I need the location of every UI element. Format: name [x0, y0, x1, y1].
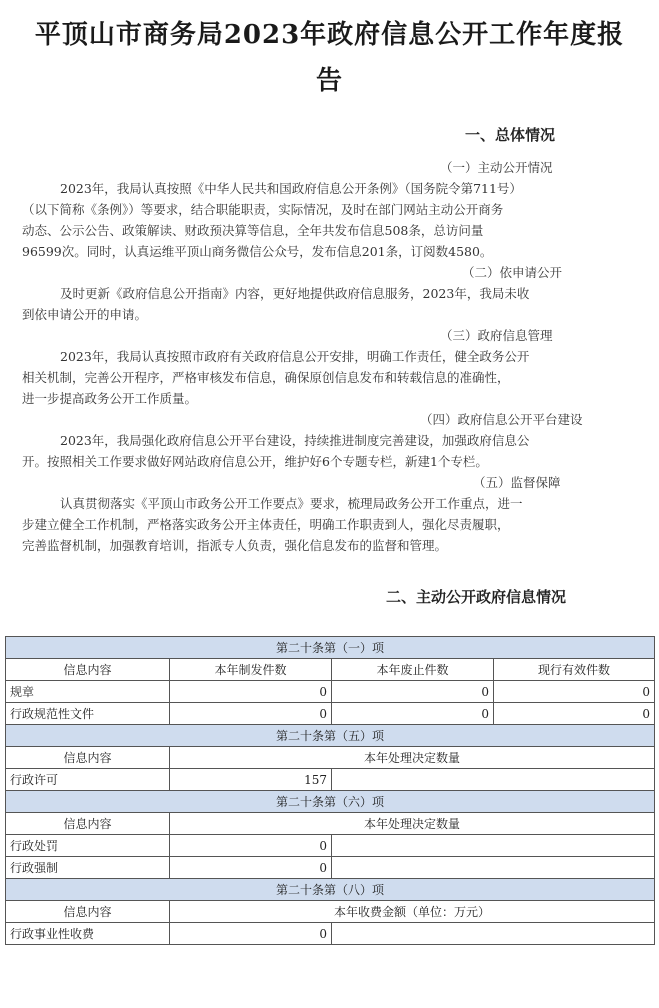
table-row	[6, 857, 655, 879]
column-header: 信息内容	[6, 901, 170, 923]
column-header: 现行有效件数	[494, 659, 655, 681]
table-row	[6, 835, 655, 857]
table-section-header: 第二十条第（八）项	[6, 879, 655, 901]
paragraph-line: 到依申请公开的申请。	[22, 307, 148, 322]
report-title-line1: 平顶山市商务局2023年政府信息公开工作年度报	[34, 20, 625, 50]
cell-value: 0	[170, 681, 332, 703]
paragraph-line: 96599次。同时，认真运维平顶山商务微信公众号，发布信息201条，订阅数4580。	[22, 244, 493, 259]
column-header: 本年制发件数	[170, 659, 332, 681]
row-label: 行政强制	[6, 857, 170, 879]
table-row	[6, 923, 655, 945]
cell-value: 157	[170, 769, 332, 791]
empty-cell	[332, 923, 655, 945]
subheading-platform-building: （四）政府信息公开平台建设	[420, 412, 583, 427]
cell-value: 0	[170, 703, 332, 725]
cell-value: 0	[494, 703, 655, 725]
subheading-active-disclosure: （一）主动公开情况	[440, 160, 553, 175]
table-section-header: 第二十条第（六）项	[6, 791, 655, 813]
paragraph-line: 2023年，我局认真按照市政府有关政府信息公开安排，明确工作责任，健全政务公开	[60, 349, 530, 364]
row-label: 行政规范性文件	[6, 703, 170, 725]
column-header: 信息内容	[6, 747, 170, 769]
paragraph-line: 开。按照相关工作要求做好网站政府信息公开，维护好6个专题专栏，新建1个专栏。	[22, 454, 488, 469]
row-label: 行政事业性收费	[6, 923, 170, 945]
disclosure-table	[5, 636, 655, 945]
paragraph-line: 认真贯彻落实《平顶山市政务公开工作要点》要求，梳理局政务公开工作重点，进一	[60, 496, 523, 511]
table-row	[6, 769, 655, 791]
subheading-supervision: （五）监督保障	[473, 475, 561, 490]
section-heading-overview: 一、总体情况	[465, 126, 556, 144]
table-row	[6, 703, 655, 725]
cell-value: 0	[494, 681, 655, 703]
report-title	[20, 12, 639, 104]
subheading-info-management: （三）政府信息管理	[440, 328, 553, 343]
paragraph-line: 完善监督机制，加强教育培训，指派专人负责，强化信息发布的监督和管理。	[22, 538, 448, 553]
column-header: 本年处理决定数量	[170, 813, 655, 835]
empty-cell	[332, 835, 655, 857]
table-section-header: 第二十条第（一）项	[6, 637, 655, 659]
column-header: 信息内容	[6, 659, 170, 681]
table-row	[6, 681, 655, 703]
paragraph-line: 2023年，我局强化政府信息公开平台建设，持续推进制度完善建设，加强政府信息公	[60, 433, 530, 448]
empty-cell	[332, 857, 655, 879]
section-heading-active-disclosure: 二、主动公开政府信息情况	[386, 588, 567, 606]
cell-value: 0	[170, 923, 332, 945]
cell-value: 0	[170, 857, 332, 879]
paragraph-line: （以下简称《条例》）等要求，结合职能职责，实际情况，及时在部门网站主动公开商务	[22, 202, 504, 217]
cell-value: 0	[332, 703, 494, 725]
paragraph-line: 步建立健全工作机制，严格落实政务公开主体责任，明确工作职责到人，强化尽责履职，	[22, 517, 510, 532]
empty-cell	[332, 769, 655, 791]
cell-value: 0	[332, 681, 494, 703]
row-label: 规章	[6, 681, 170, 703]
paragraph-line: 及时更新《政府信息公开指南》内容，更好地提供政府信息服务，2023年，我局未收	[60, 286, 530, 301]
paragraph-line: 相关机制，完善公开程序，严格审核发布信息，确保原创信息发布和转载信息的准确性，	[22, 370, 510, 385]
row-label: 行政处罚	[6, 835, 170, 857]
paragraph-line: 动态、公示公告、政策解读、财政预决算等信息，全年共发布信息508条，总访问量	[22, 223, 484, 238]
column-header: 本年收费金额（单位：万元）	[170, 901, 655, 923]
table-section-header: 第二十条第（五）项	[6, 725, 655, 747]
subheading-on-request: （二）依申请公开	[462, 265, 563, 280]
paragraph-line: 2023年，我局认真按照《中华人民共和国政府信息公开条例》（国务院令第711号）	[60, 181, 522, 196]
column-header: 本年废止件数	[332, 659, 494, 681]
report-title-line2: 告	[315, 66, 343, 96]
row-label: 行政许可	[6, 769, 170, 791]
column-header: 信息内容	[6, 813, 170, 835]
column-header: 本年处理决定数量	[170, 747, 655, 769]
cell-value: 0	[170, 835, 332, 857]
paragraph-line: 进一步提高政务公开工作质量。	[22, 391, 198, 406]
